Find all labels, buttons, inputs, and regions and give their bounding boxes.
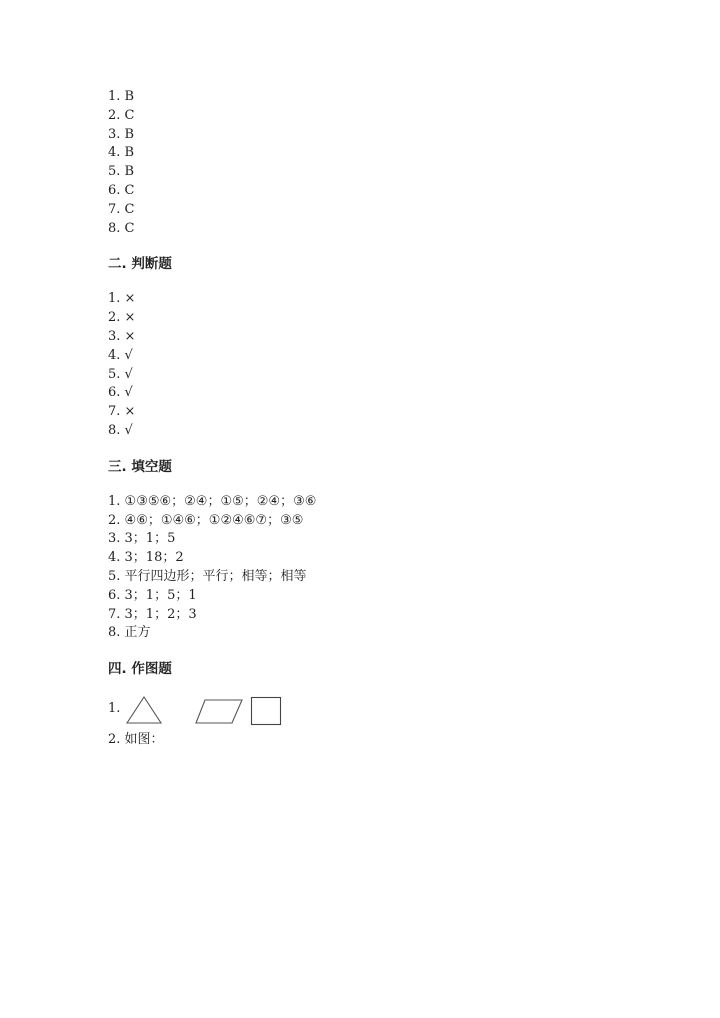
answer-line: 1. ①③⑤⑥；②④；①⑤；②④；③⑥ [108,493,317,509]
answer-line: 5. B [108,164,135,180]
answer-line: 5. √ [108,366,133,382]
section-fill-blank-answers [108,493,628,643]
answer-line: 7. 3；1；2；3 [108,606,197,622]
square-shape [252,698,281,725]
answer-line: 8. C [108,220,135,236]
answer-line: 7. × [108,404,136,420]
section-drawing-answers [108,695,628,750]
answer-line: 3. × [108,328,136,344]
answer-line: 6. 3；1；5；1 [108,587,197,603]
answer-line: 5. 平行四边形；平行；相等；相等 [108,568,307,584]
triangle-shape [127,697,161,723]
answer-line: 8. 正方 [108,625,151,641]
answer-line: 2. ④⑥；①④⑥；①②④⑥⑦；③⑤ [108,512,304,528]
shape-drawings [108,695,308,731]
answer-line: 2. 如图： [108,732,164,748]
answer-line: 4. √ [108,347,133,363]
section-judgment-answers [108,290,628,440]
answer-number: 1. [108,701,121,717]
answer-line: 4. B [108,145,135,161]
answer-line: 1. × [108,291,136,307]
answer-sheet [108,88,628,750]
section-heading-judgment: 二. 判断题 [108,256,172,273]
answer-line: 3. 3；1；5 [108,531,176,547]
answer-line: 6. √ [108,385,133,401]
answer-line: 3. B [108,126,135,142]
section-heading-drawing: 四. 作图题 [108,661,172,678]
section-heading-fill-blank: 三. 填空题 [108,458,172,475]
answer-line: 4. 3；18；2 [108,550,184,566]
answer-line: 6. C [108,182,135,198]
section-choice-answers [108,88,628,238]
answer-line: 1. B [108,89,135,104]
parallelogram-shape [196,700,242,723]
answer-line: 2. × [108,310,136,326]
answer-line: 8. √ [108,422,133,438]
answer-line: 2. C [108,107,135,123]
drawing-answer-1 [108,695,628,731]
answer-line: 7. C [108,201,135,217]
